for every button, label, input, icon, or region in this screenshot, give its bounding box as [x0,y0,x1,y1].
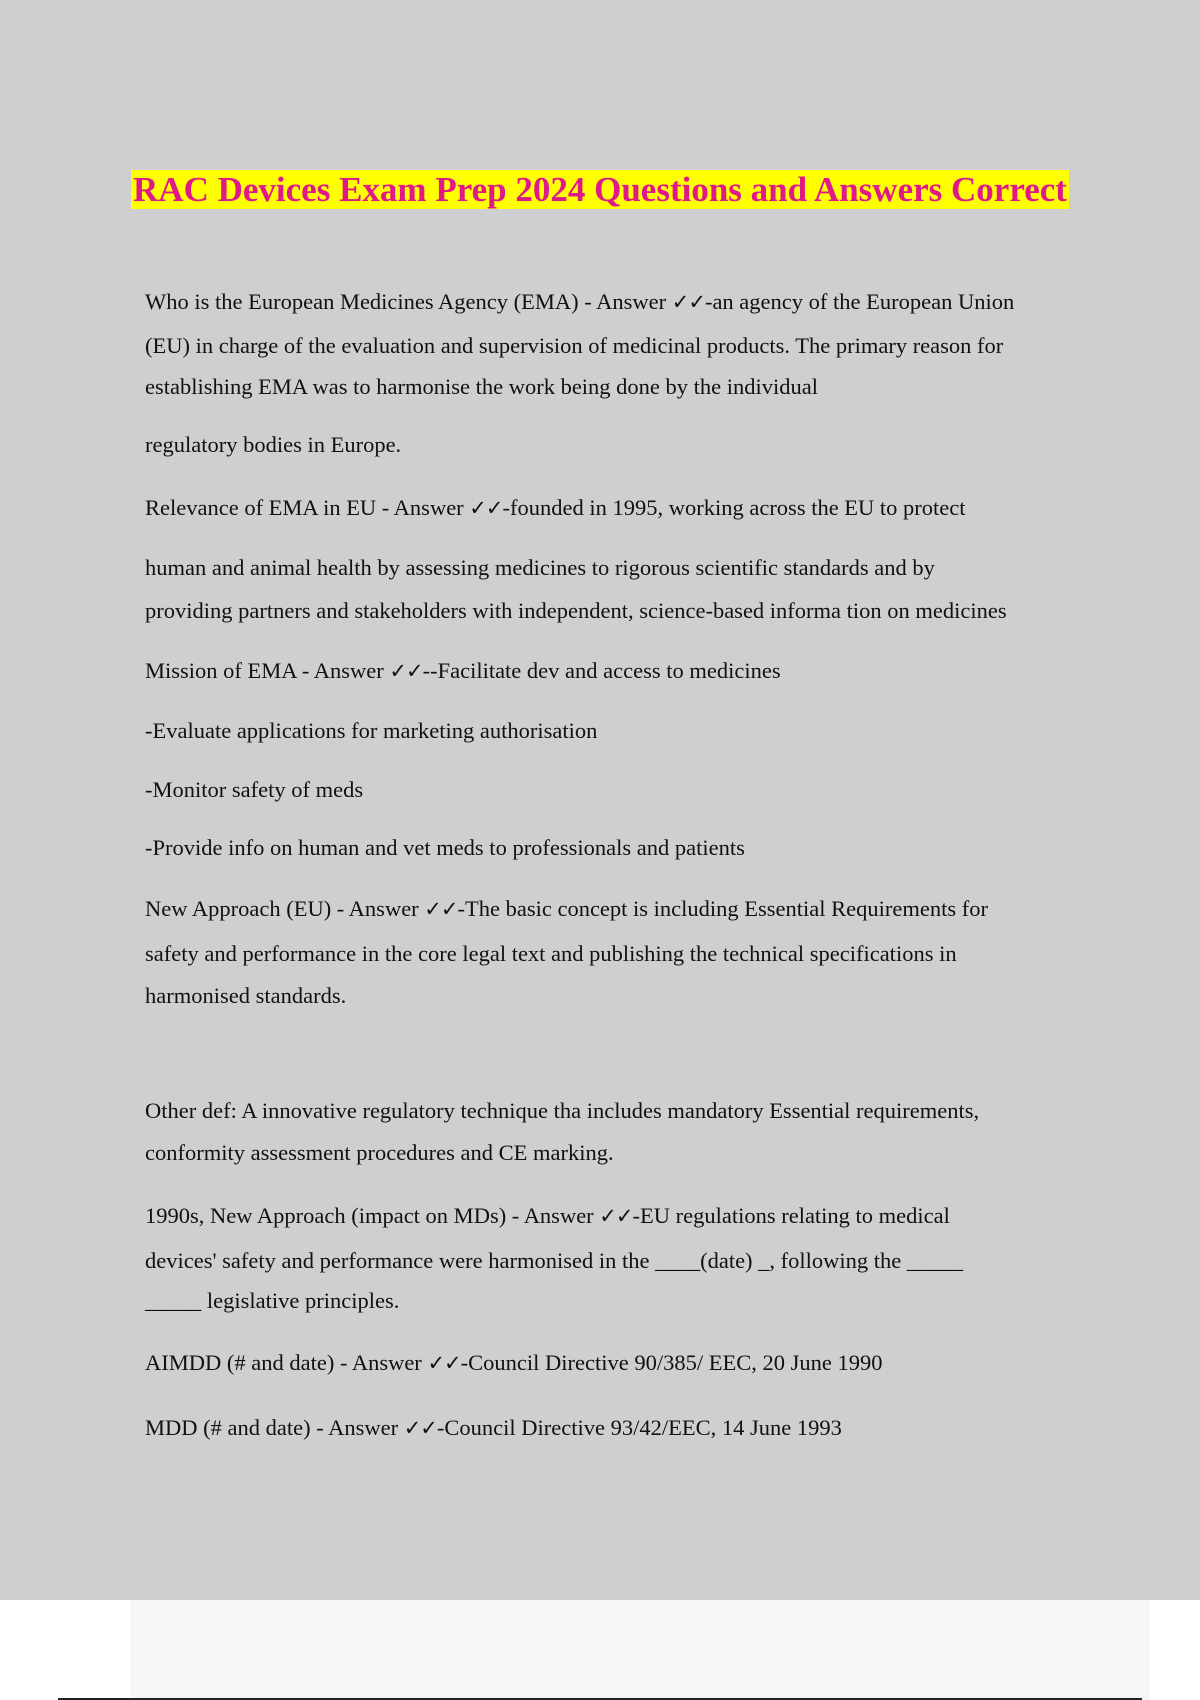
text-line [145,1247,963,1275]
text-line [145,776,363,804]
answer-text: regulatory bodies in Europe. [145,432,402,457]
answer-text: -an agency of the European Union [704,289,1015,314]
answer-text: --Facilitate dev and access to medicines [422,658,781,683]
answer-text: Other def: A innovative regulatory technique tha includes mandatory Essential requirements, [145,1098,980,1123]
answer-text: conformity assessment procedures and CE marking. [145,1140,614,1165]
text-line [145,834,745,862]
text-line [145,1414,842,1442]
question-text: Relevance of EMA in EU - Answer [145,495,470,520]
text-line [145,1139,614,1167]
document-title-text: RAC Devices Exam Prep 2024 Questions and Answers Correct [133,170,1067,209]
next-page-preview [130,1600,1150,1700]
text-line [145,494,966,522]
answer-text: -founded in 1995, working across the EU to protect [502,495,966,520]
answer-text: -Provide info on human and vet meds to professionals and patients [145,835,745,860]
answer-text: harmonised standards. [145,983,347,1008]
text-line [145,1202,950,1230]
text-line [145,895,988,923]
double-check-icon: ✓✓ [424,897,458,921]
question-text: New Approach (EU) - Answer [145,896,425,921]
double-check-icon: ✓✓ [403,1416,437,1440]
answer-text: -EU regulations relating to medical [632,1203,950,1228]
answer-text: devices' safety and performance were harmonised in the ____(date) _, following the _____ [145,1248,964,1273]
text-line [145,373,818,401]
text-line [145,982,346,1010]
text-line [145,940,957,968]
answer-text: -Council Directive 93/42/EEC, 14 June 1993 [436,1415,842,1440]
answer-text: -The basic concept is including Essential Requirements for [457,896,988,921]
answer-text: _____ legislative principles. [145,1288,400,1313]
answer-text: safety and performance in the core legal text and publishing the technical specifications in [145,941,957,966]
answer-text: human and animal health by assessing medicines to rigorous scientific standards and by [145,555,935,580]
text-line [145,597,1007,625]
question-text: AIMDD (# and date) - Answer [145,1350,428,1375]
text-line [145,717,597,745]
text-line [145,554,935,582]
question-text: MDD (# and date) - Answer [145,1415,404,1440]
answer-text: providing partners and stakeholders with independent, science-based informa tion on medicines [145,598,1007,623]
question-text: 1990s, New Approach (impact on MDs) - Answer [145,1203,600,1228]
text-line [145,1287,399,1315]
question-text: Mission of EMA - Answer [145,658,390,683]
double-check-icon: ✓✓ [389,659,423,683]
double-check-icon: ✓✓ [671,290,705,314]
double-check-icon: ✓✓ [427,1351,461,1375]
answer-text: -Monitor safety of meds [145,777,364,802]
text-line [145,431,401,459]
text-line [145,657,781,685]
text-line [145,1097,979,1125]
double-check-icon: ✓✓ [469,496,503,520]
answer-text: (EU) in charge of the evaluation and supervision of medicinal products. The primary reason for [145,333,1004,358]
answer-text: -Evaluate applications for marketing authorisation [145,718,598,743]
answer-text: establishing EMA was to harmonise the work being done by the individual [145,374,819,399]
document-title [0,168,1200,212]
text-line [145,288,1014,316]
question-text: Who is the European Medicines Agency (EMA) - Answer [145,289,672,314]
answer-text: -Council Directive 90/385/ EEC, 20 June 1990 [460,1350,883,1375]
text-line [145,332,1003,360]
text-line [145,1349,882,1377]
double-check-icon: ✓✓ [599,1204,633,1228]
